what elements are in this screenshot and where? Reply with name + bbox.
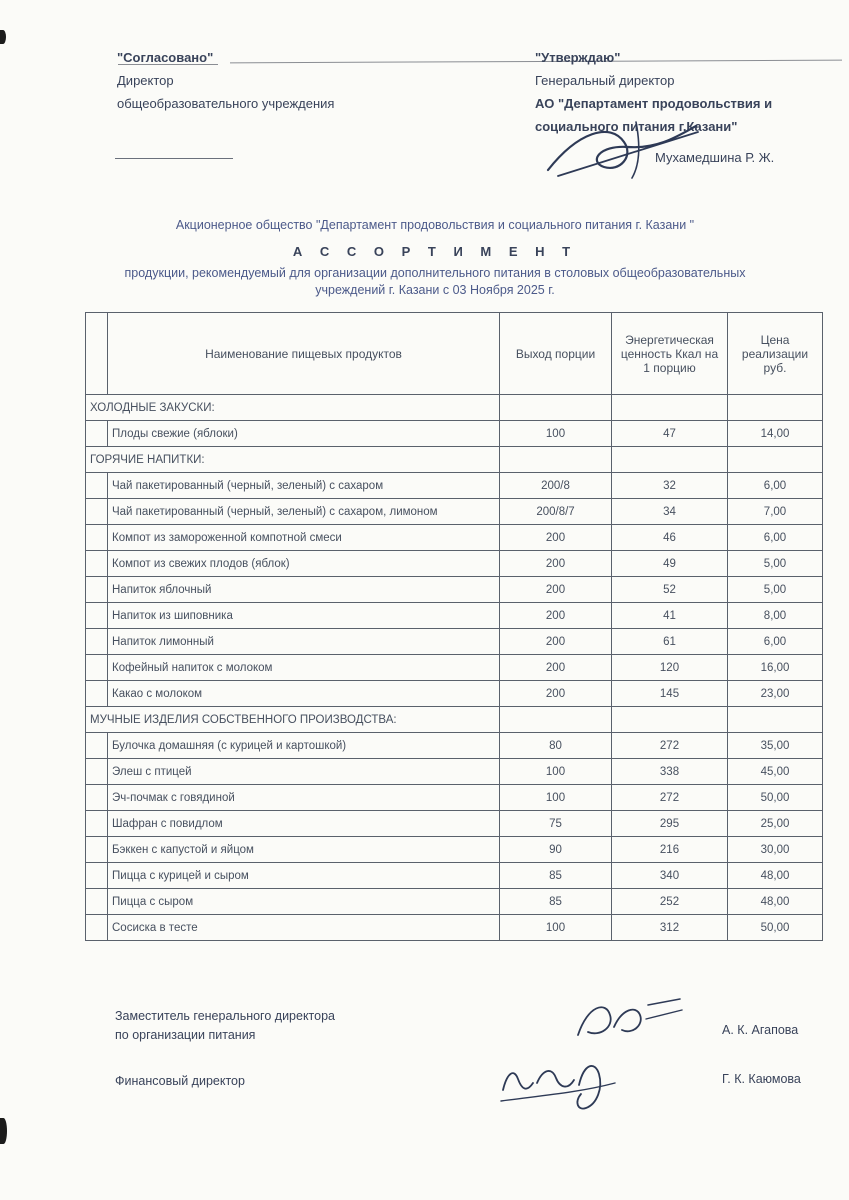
approval-right-line3: социального питания г.Казани" [535, 119, 738, 134]
kcal-cell: 272 [612, 785, 728, 811]
product-name-cell: Чай пакетированный (черный, зеленый) с сахаром, лимоном [108, 499, 500, 525]
product-name-cell: Напиток лимонный [108, 629, 500, 655]
finance-director-name: Г. К. Каюмова [722, 1072, 801, 1086]
kcal-cell: 47 [612, 421, 728, 447]
item-row [86, 473, 823, 499]
item-row [86, 785, 823, 811]
product-name-cell: Шафран с повидлом [108, 811, 500, 837]
assortment-table-body [86, 395, 823, 941]
kcal-cell: 49 [612, 551, 728, 577]
price-cell: 35,00 [728, 733, 823, 759]
row-number-cell [86, 577, 108, 603]
price-cell: 6,00 [728, 629, 823, 655]
price-cell [728, 447, 823, 473]
product-name-cell: Плоды свежие (яблоки) [108, 421, 500, 447]
row-number-cell [86, 473, 108, 499]
header-price: Цена реализации руб. [728, 313, 823, 395]
portion-cell [500, 707, 612, 733]
header-energy: Энергетическая ценность Ккал на 1 порцию [612, 313, 728, 395]
kcal-cell: 41 [612, 603, 728, 629]
portion-cell: 200 [500, 577, 612, 603]
deputy-director-role-line2: по организации питания [115, 1028, 256, 1042]
finance-director-role: Финансовый директор [115, 1074, 245, 1088]
row-number-cell [86, 863, 108, 889]
item-row [86, 811, 823, 837]
price-cell: 7,00 [728, 499, 823, 525]
portion-cell: 100 [500, 421, 612, 447]
product-name-cell: Пицца с сыром [108, 889, 500, 915]
item-row [86, 759, 823, 785]
portion-cell: 200 [500, 551, 612, 577]
price-cell: 6,00 [728, 525, 823, 551]
portion-cell: 100 [500, 785, 612, 811]
row-number-cell [86, 551, 108, 577]
kcal-cell: 338 [612, 759, 728, 785]
assortment-table-head [86, 313, 823, 395]
price-cell: 23,00 [728, 681, 823, 707]
signer-name: Мухамедшина Р. Ж. [655, 150, 775, 165]
portion-cell: 90 [500, 837, 612, 863]
section-row [86, 447, 823, 473]
item-row [86, 889, 823, 915]
deputy-director-signature [570, 995, 685, 1045]
row-number-cell [86, 785, 108, 811]
portion-cell [500, 447, 612, 473]
item-row [86, 837, 823, 863]
portion-cell: 85 [500, 889, 612, 915]
portion-cell: 200/8/7 [500, 499, 612, 525]
product-name-cell: Какао с молоком [108, 681, 500, 707]
kcal-cell: 272 [612, 733, 728, 759]
product-name-cell: Сосиска в тесте [108, 915, 500, 941]
assortment-table [85, 312, 823, 941]
kcal-cell: 120 [612, 655, 728, 681]
item-row [86, 551, 823, 577]
document-title: А С С О Р Т И М Е Н Т [292, 244, 578, 259]
approval-right-line1: Генеральный директор [535, 73, 675, 88]
header-portion: Выход порции [500, 313, 612, 395]
row-number-cell [86, 889, 108, 915]
deputy-director-role-line1: Заместитель генерального директора [115, 1009, 336, 1023]
price-cell: 50,00 [728, 785, 823, 811]
portion-cell: 200 [500, 681, 612, 707]
price-cell: 16,00 [728, 655, 823, 681]
item-row [86, 525, 823, 551]
kcal-cell: 61 [612, 629, 728, 655]
row-number-cell [86, 759, 108, 785]
finance-director-signature [495, 1055, 620, 1110]
organization-line: Акционерное общество "Департамент продовольствия и социального питания г. Казани " [175, 218, 695, 232]
row-number-cell [86, 811, 108, 837]
portion-cell: 85 [500, 863, 612, 889]
approval-left-line1: Директор [117, 73, 174, 88]
price-cell: 5,00 [728, 551, 823, 577]
row-number-cell [86, 733, 108, 759]
item-row [86, 629, 823, 655]
product-name-cell: Пицца с курицей и сыром [108, 863, 500, 889]
kcal-cell: 252 [612, 889, 728, 915]
scan-artifact [0, 1118, 7, 1144]
product-name-cell: Кофейный напиток с молоком [108, 655, 500, 681]
row-number-cell [86, 499, 108, 525]
portion-cell: 200 [500, 525, 612, 551]
row-number-cell [86, 915, 108, 941]
item-row [86, 863, 823, 889]
deputy-director-name: А. К. Агапова [722, 1023, 799, 1037]
product-name-cell: Компот из замороженной компотной смеси [108, 525, 500, 551]
price-cell: 5,00 [728, 577, 823, 603]
portion-cell: 200 [500, 655, 612, 681]
section-row [86, 707, 823, 733]
product-name-cell: Напиток из шиповника [108, 603, 500, 629]
general-director-signature [540, 118, 710, 180]
price-cell: 14,00 [728, 421, 823, 447]
kcal-cell: 295 [612, 811, 728, 837]
portion-cell: 200/8 [500, 473, 612, 499]
section-label: ГОРЯЧИЕ НАПИТКИ: [86, 447, 500, 473]
row-number-cell [86, 421, 108, 447]
row-number-cell [86, 629, 108, 655]
price-cell: 30,00 [728, 837, 823, 863]
approval-left-line2: общеобразовательного учреждения [117, 96, 335, 111]
item-row [86, 655, 823, 681]
item-row [86, 577, 823, 603]
price-cell: 25,00 [728, 811, 823, 837]
item-row [86, 681, 823, 707]
row-number-cell [86, 837, 108, 863]
scan-artifact [0, 30, 6, 44]
row-number-cell [86, 603, 108, 629]
approval-left-title: "Согласовано" [117, 50, 214, 65]
row-number-cell [86, 681, 108, 707]
kcal-cell: 216 [612, 837, 728, 863]
header-name: Наименование пищевых продуктов [108, 313, 500, 395]
price-cell: 6,00 [728, 473, 823, 499]
portion-cell: 200 [500, 629, 612, 655]
deputy-director-role [115, 1007, 335, 1045]
portion-cell: 100 [500, 759, 612, 785]
price-cell: 8,00 [728, 603, 823, 629]
price-cell: 45,00 [728, 759, 823, 785]
portion-cell: 100 [500, 915, 612, 941]
kcal-cell [612, 395, 728, 421]
product-name-cell: Чай пакетированный (черный, зеленый) с сахаром [108, 473, 500, 499]
product-name-cell: Эч-почмак с говядиной [108, 785, 500, 811]
kcal-cell: 145 [612, 681, 728, 707]
row-number-cell [86, 525, 108, 551]
item-row [86, 499, 823, 525]
kcal-cell: 46 [612, 525, 728, 551]
director-signature-line [115, 158, 233, 159]
product-name-cell: Компот из свежих плодов (яблок) [108, 551, 500, 577]
kcal-cell: 312 [612, 915, 728, 941]
kcal-cell [612, 707, 728, 733]
product-name-cell: Булочка домашняя (с курицей и картошкой) [108, 733, 500, 759]
document-subtitle-2: учреждений г. Казани с 03 Ноября 2025 г. [315, 283, 555, 297]
kcal-cell: 52 [612, 577, 728, 603]
product-name-cell: Бэккен с капустой и яйцом [108, 837, 500, 863]
row-number-cell [86, 655, 108, 681]
product-name-cell: Напиток яблочный [108, 577, 500, 603]
item-row [86, 733, 823, 759]
price-cell [728, 707, 823, 733]
approval-left-block [117, 46, 334, 115]
item-row [86, 421, 823, 447]
kcal-cell [612, 447, 728, 473]
product-name-cell: Элеш с птицей [108, 759, 500, 785]
kcal-cell: 340 [612, 863, 728, 889]
header-row [86, 313, 823, 395]
price-cell: 48,00 [728, 889, 823, 915]
section-row [86, 395, 823, 421]
header-num [86, 313, 108, 395]
item-row [86, 915, 823, 941]
price-cell [728, 395, 823, 421]
portion-cell: 80 [500, 733, 612, 759]
document-subtitle-1: продукции, рекомендуемый для организации дополнительного питания в столовых общеобразовательных [124, 266, 746, 280]
section-label: МУЧНЫЕ ИЗДЕЛИЯ СОБСТВЕННОГО ПРОИЗВОДСТВА: [86, 707, 500, 733]
portion-cell: 75 [500, 811, 612, 837]
kcal-cell: 34 [612, 499, 728, 525]
approval-right-title: "Утверждаю" [535, 50, 621, 65]
approval-right-line2: АО "Департамент продовольствия и [535, 96, 773, 111]
price-cell: 48,00 [728, 863, 823, 889]
item-row [86, 603, 823, 629]
portion-cell [500, 395, 612, 421]
kcal-cell: 32 [612, 473, 728, 499]
portion-cell: 200 [500, 603, 612, 629]
price-cell: 50,00 [728, 915, 823, 941]
section-label: ХОЛОДНЫЕ ЗАКУСКИ: [86, 395, 500, 421]
